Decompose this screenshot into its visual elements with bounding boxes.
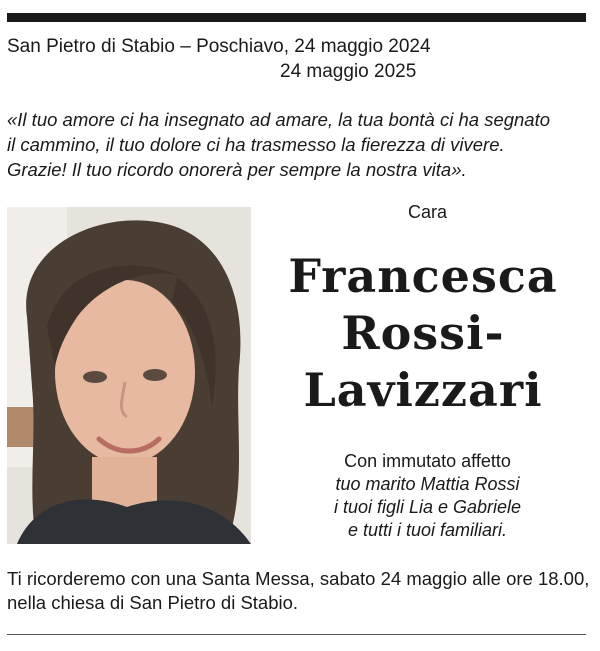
signature-line: e tutti i tuoi familiari. [347, 520, 508, 540]
top-rule [7, 13, 586, 22]
mass-notice [7, 567, 597, 615]
name-line: Francesca [288, 249, 558, 303]
portrait-illustration [7, 207, 251, 544]
deceased-name [268, 248, 578, 419]
greeting: Cara [408, 202, 448, 222]
mass-notice-line: Ti ricorderemo con una Santa Messa, sabato 24 maggio alle ore 18.00, [7, 568, 590, 589]
mass-notice-line: nella chiesa di San Pietro di Stabio. [7, 592, 299, 613]
quote-line: il cammino, il tuo dolore ci ha trasmesso la fierezza di vivere. [7, 134, 505, 155]
bottom-rule [7, 634, 586, 635]
signature-line: i tuoi figli Lia e Gabriele [333, 497, 522, 517]
name-line: Rossi- [341, 306, 505, 360]
portrait-photo [7, 207, 251, 544]
name-line: Lavizzari [303, 363, 543, 417]
signatures [300, 450, 555, 542]
signature-intro: Con immutato affetto [344, 451, 511, 471]
signature-line: tuo marito Mattia Rossi [335, 474, 520, 494]
memorial-quote [7, 107, 587, 182]
place-and-birth-date: San Pietro di Stabio – Poschiavo, 24 maggio 2024 [7, 36, 431, 57]
quote-line: Grazie! Il tuo ricordo onorerà per sempre la nostra vita». [7, 159, 467, 180]
anniversary-date: 24 maggio 2025 [280, 61, 417, 82]
quote-line: «Il tuo amore ci ha insegnato ad amare, la tua bontà ci ha segnato [7, 109, 551, 130]
